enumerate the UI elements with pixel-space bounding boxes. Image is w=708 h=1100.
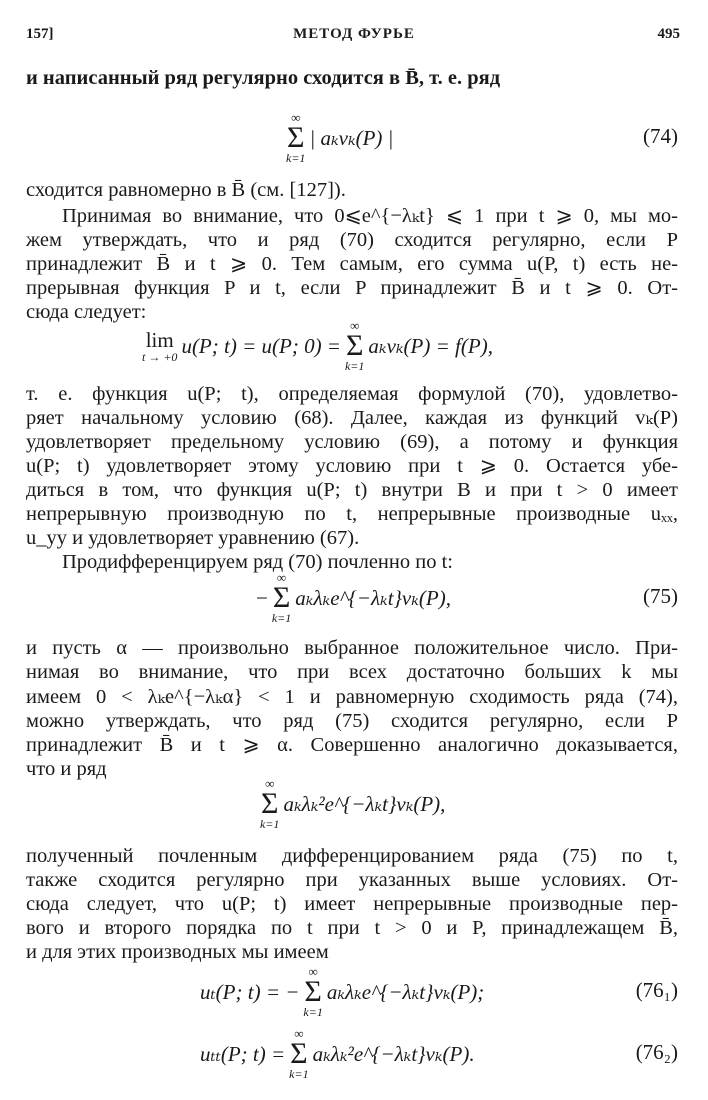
equation-body: | aₖvₖ(P) | bbox=[309, 125, 394, 150]
equation-body: aₖλₖ²e^{−λₖt}vₖ(P), bbox=[283, 791, 446, 816]
text-line: полученный почленным дифференцированием ряда (75) по t, bbox=[26, 845, 678, 867]
text-line: u_yy и удовлетворяет уравнению (67). bbox=[26, 527, 360, 549]
text-line: можно утверждать, что ряд (75) сходится регулярно, если P bbox=[26, 710, 678, 732]
text-line: нимая во внимание, что при всех достаточно больших k мы bbox=[26, 661, 678, 683]
text-line: прерывная функция P и t, если P принадлежит B̄ и t ⩾ 0. От- bbox=[26, 277, 678, 299]
equation-75 bbox=[0, 566, 678, 630]
sum-symbol: ∞ Σ k=1 bbox=[303, 964, 323, 1019]
text-line: также сходится регулярно при указанных выше условиях. От- bbox=[26, 869, 678, 891]
text-line: принадлежит B̄ и t ⩾ α. Совершенно аналогично доказывается, bbox=[26, 734, 678, 756]
equation-76-2 bbox=[0, 1022, 678, 1086]
equation-number: (74) bbox=[643, 124, 678, 148]
equation-body: aₖλₖ²e^{−λₖt}vₖ(P). bbox=[312, 1041, 475, 1066]
text-line: Продифференцируем ряд (70) почленно по t: bbox=[62, 551, 453, 573]
equation-second-series bbox=[0, 772, 678, 836]
sum-symbol: ∞ Σ k=1 bbox=[344, 318, 365, 373]
text-line: жем утверждать, что и ряд (70) сходится регулярно, если P bbox=[26, 229, 678, 251]
text-line: вого и второго порядка по t при t > 0 и P, принадлежащем B̄, bbox=[26, 917, 678, 939]
equation-prefix: uₜ(P; t) = − bbox=[200, 979, 300, 1004]
equation-body: u(P; t) = u(P; 0) = bbox=[181, 333, 341, 358]
text-line: что и ряд bbox=[26, 758, 107, 780]
text-line: и для этих производных мы имеем bbox=[26, 941, 329, 963]
text-line: сходится равномерно в B̄ (см. [127]). bbox=[26, 179, 346, 201]
text-line: диться в том, что функция u(P; t) внутри B и при t > 0 имеет bbox=[26, 479, 678, 501]
equation-number: (76₁) bbox=[635, 978, 678, 1002]
equation-body: aₖλₖe^{−λₖt}vₖ(P), bbox=[295, 585, 451, 610]
text-line: т. е. функция u(P; t), определяемая формулой (70), удовлетво- bbox=[26, 383, 678, 405]
equation-limit bbox=[0, 314, 678, 378]
equation-76-1 bbox=[0, 960, 678, 1024]
equation-body: aₖλₖe^{−λₖt}vₖ(P); bbox=[326, 979, 485, 1004]
text-line: ряет начальному условию (68). Далее, каждая из функций vₖ(P) bbox=[26, 407, 678, 429]
sum-symbol: ∞ Σ k=1 bbox=[289, 1026, 309, 1081]
text-line: непрерывную производную по t, непрерывные производные uₓₓ, bbox=[26, 503, 678, 525]
text-line: сюда следует: bbox=[26, 301, 147, 323]
equation-74 bbox=[0, 106, 678, 170]
sum-symbol: ∞ Σ k=1 bbox=[271, 570, 292, 625]
page-number: 495 bbox=[657, 26, 680, 42]
section-number: 157] bbox=[26, 26, 54, 42]
equation-prefix: − bbox=[256, 585, 268, 610]
text-line: и пусть α — произвольно выбранное положительное число. При- bbox=[26, 637, 678, 659]
text-line: Принимая во внимание, что 0⩽e^{−λₖt} ⩽ 1 при t ⩾ 0, мы мо- bbox=[62, 205, 678, 227]
sum-symbol: ∞ Σ k=1 bbox=[260, 776, 280, 831]
equation-prefix: uₜₜ(P; t) = bbox=[200, 1041, 286, 1066]
text-line: u(P; t) удовлетворяет этому условию при t ⩾ 0. Остается убе- bbox=[26, 455, 678, 477]
equation-number: (76₂) bbox=[635, 1040, 678, 1064]
text-line: имеем 0 < λₖe^{−λₖα} < 1 и равномерную сходимость ряда (74), bbox=[26, 686, 678, 708]
text-line: удовлетворяет предельному условию (69), а потому и функция bbox=[26, 431, 678, 453]
limit-symbol: lim t → +0 bbox=[142, 328, 178, 364]
sum-symbol: ∞ Σ k=1 bbox=[286, 110, 306, 165]
text-line: и написанный ряд регулярно сходится в B̄, т. е. ряд bbox=[26, 67, 501, 89]
equation-tail: aₖvₖ(P) = f(P), bbox=[368, 333, 493, 358]
text-line: принадлежит B̄ и t ⩾ 0. Тем самым, его сумма u(P, t) есть не- bbox=[26, 253, 678, 275]
text-line: сюда следует, что u(P; t) имеет непрерывные производные пер- bbox=[26, 893, 678, 915]
equation-number: (75) bbox=[643, 584, 678, 608]
running-title: МЕТОД ФУРЬЕ bbox=[293, 26, 415, 42]
